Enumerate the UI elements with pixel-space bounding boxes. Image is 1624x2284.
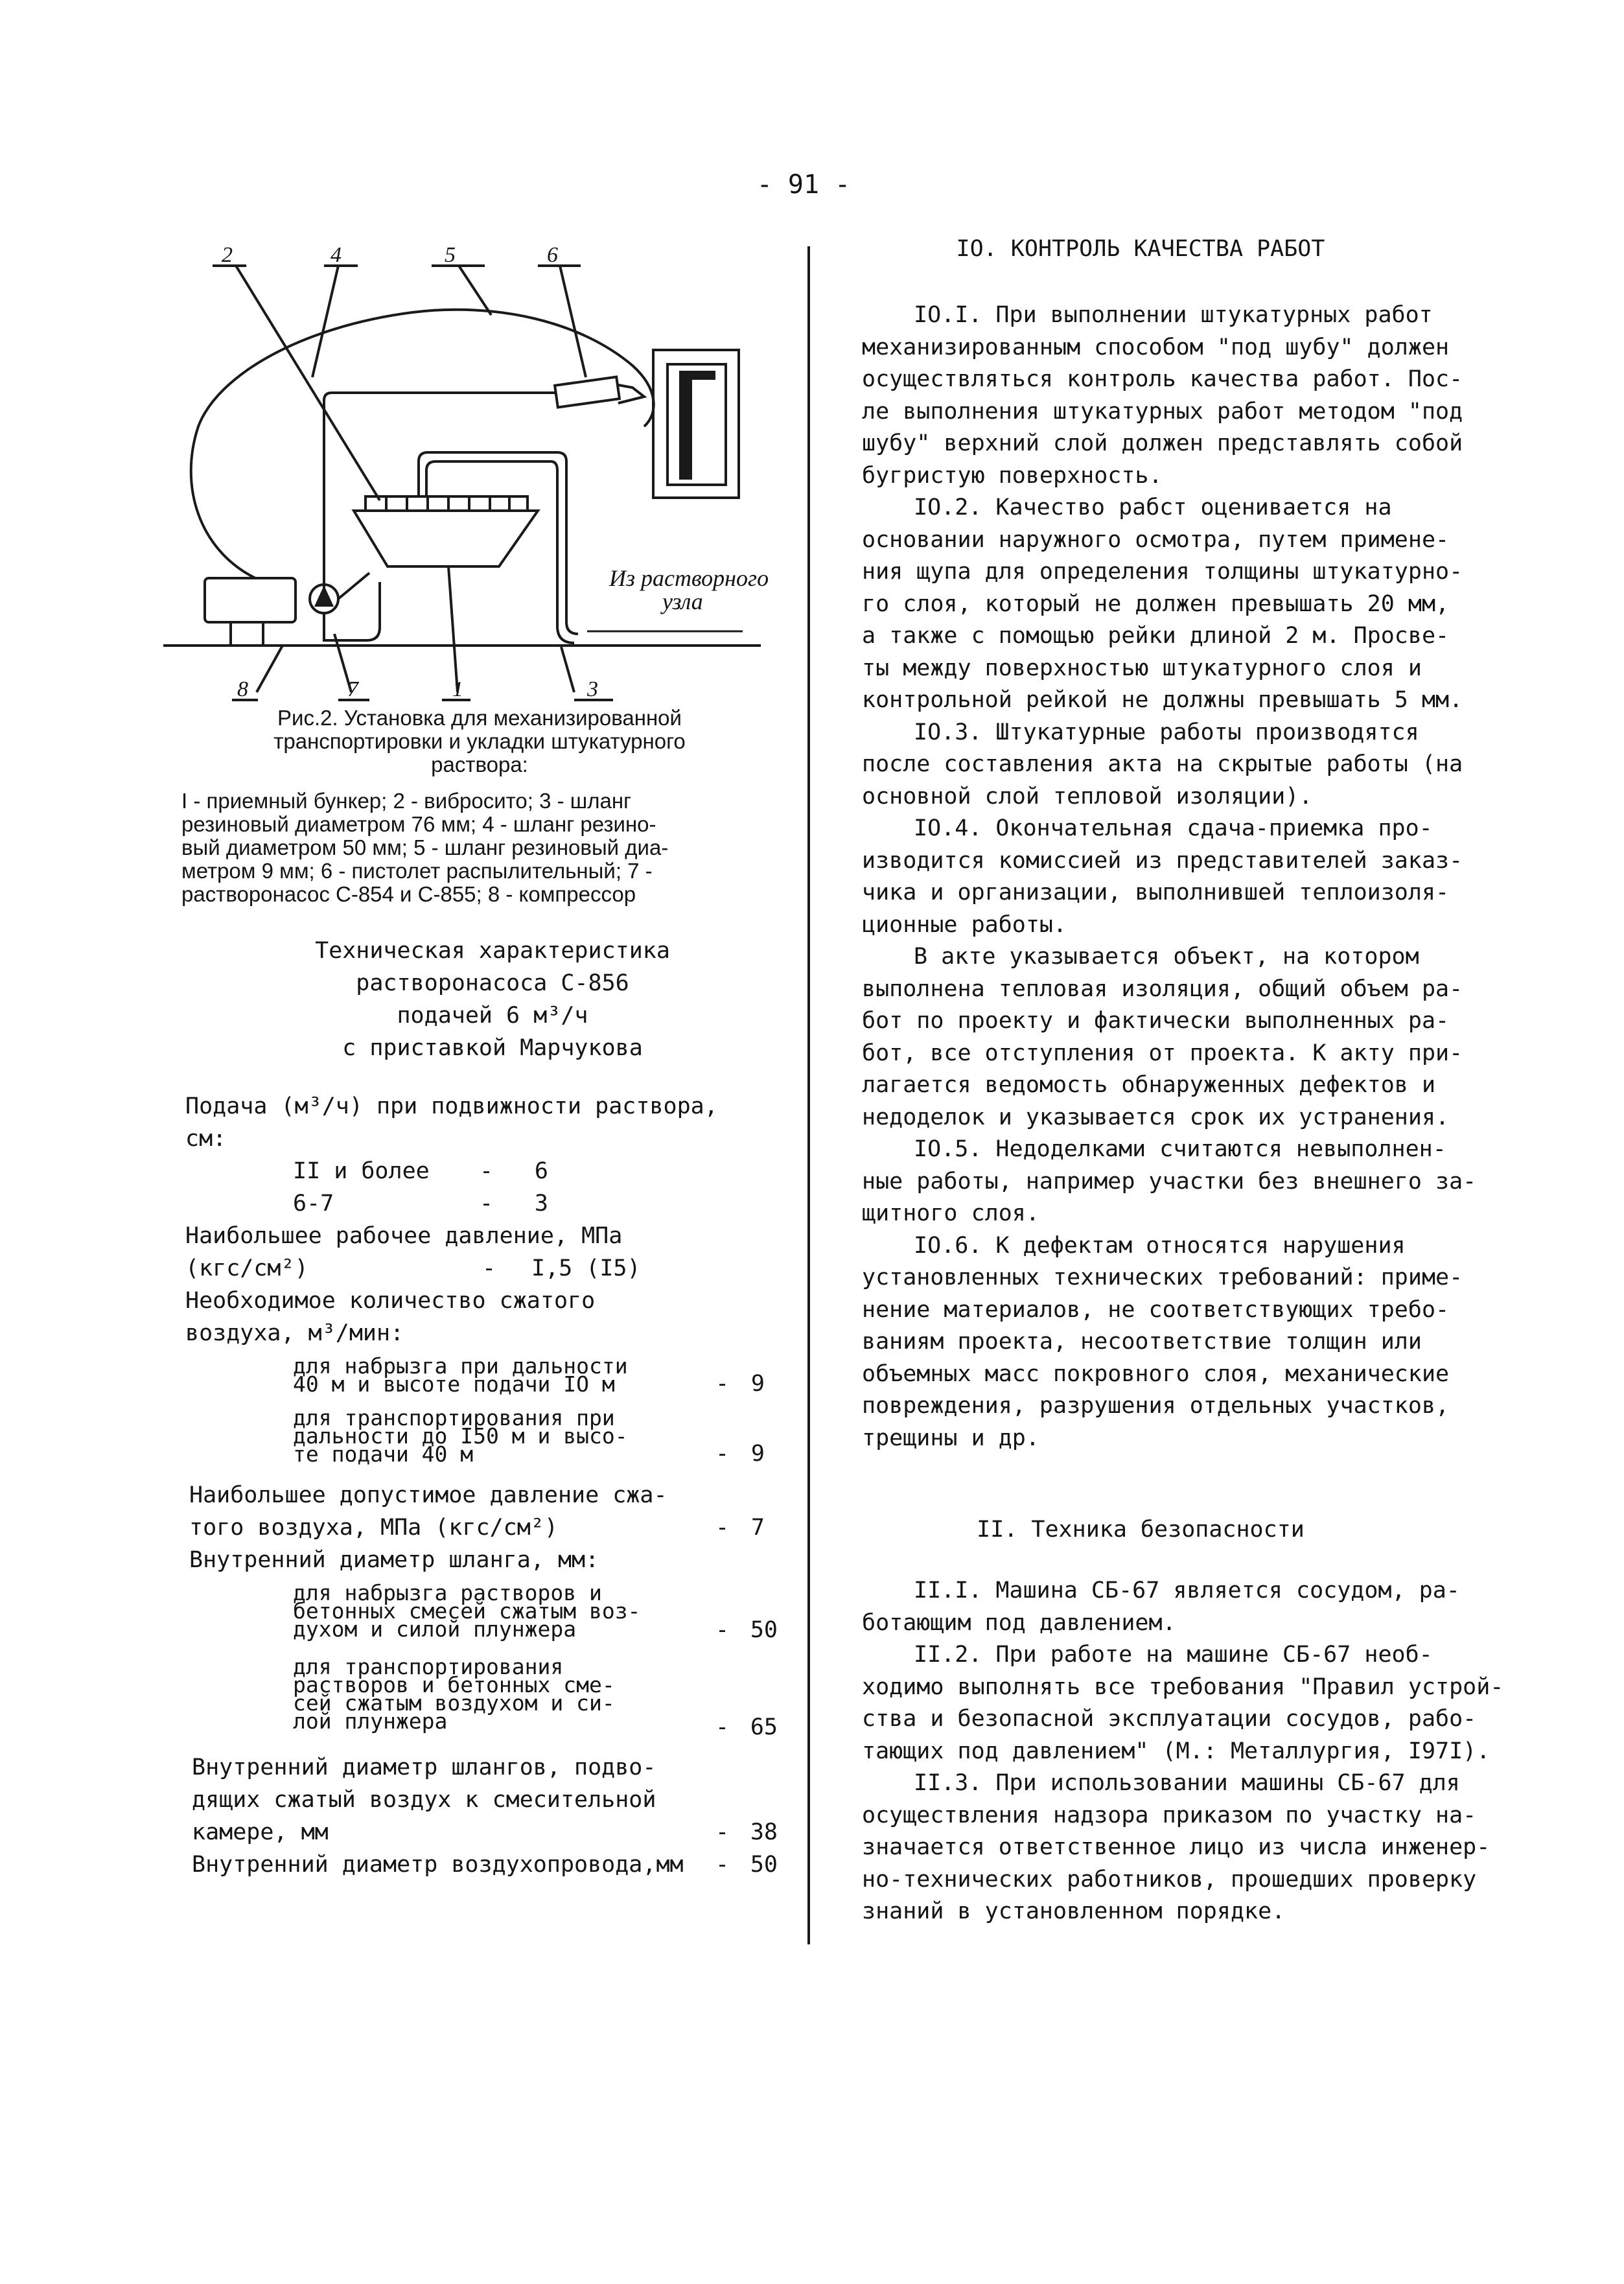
legend-line: растворонасос С-854 и С-855; 8 - компрессор bbox=[181, 882, 636, 906]
text-line: II.2. При работе на машине СБ-67 необ- bbox=[914, 1642, 1433, 1668]
air-row-value: 9 bbox=[750, 1441, 765, 1467]
text-line: бот, все отступления от проекта. К акту при- bbox=[862, 1040, 1463, 1066]
feed-label-cont: см: bbox=[185, 1126, 227, 1152]
air-row-value: 9 bbox=[750, 1371, 765, 1397]
hose-row-dash: - bbox=[715, 1617, 730, 1643]
legend-line: I - приемный бункер; 2 - вибросито; 3 - шланг bbox=[181, 789, 632, 813]
text-line: но-технических работников, прошедших проверку bbox=[862, 1866, 1477, 1893]
legend-line: вый диаметром 50 мм; 5 - шланг резиновый диа- bbox=[181, 835, 669, 859]
text-line: изводится комиссией из представителей заказ- bbox=[862, 847, 1463, 874]
legend-line: метром 9 мм; 6 - пистолет распылительный; 7 - bbox=[181, 859, 653, 883]
feed-row-dash: - bbox=[480, 1191, 494, 1217]
figure-legend bbox=[181, 789, 804, 906]
text-line: IО.2. Качество рабст оценивается на bbox=[914, 495, 1392, 520]
text-line: бугристую поверхность. bbox=[862, 462, 1163, 489]
text-line: выполнена тепловая изоляция, общий объем ра- bbox=[862, 975, 1463, 1002]
hose-row-value: 50 bbox=[750, 1617, 778, 1643]
installation-diagram bbox=[159, 239, 798, 718]
feed-row-value: 3 bbox=[534, 1191, 548, 1217]
text-line: го слоя, который не должен превышать 20 мм, bbox=[862, 590, 1450, 617]
hose-row-line: растворов и бетонных сме- bbox=[293, 1672, 615, 1697]
text-line: осуществления надзора приказом по участку на- bbox=[862, 1802, 1477, 1828]
text-line: II.3. При использовании машины СБ-67 для bbox=[914, 1770, 1460, 1796]
air-label-cont: воздуха, м³/мин: bbox=[185, 1320, 404, 1346]
air-row-line: для набрызга при дальности bbox=[293, 1353, 628, 1379]
air-label: Необходимое количество сжатого bbox=[185, 1288, 596, 1314]
spec-title-line: Техническая характеристика bbox=[315, 938, 670, 964]
callout-6: 6 bbox=[547, 243, 558, 267]
feed-row-label: 6-7 bbox=[293, 1191, 334, 1217]
text-line: IО.6. К дефектам относятся нарушения bbox=[914, 1232, 1406, 1259]
text-line: ния щупа для определения толщины штукатурно- bbox=[862, 559, 1463, 585]
figure-caption bbox=[175, 706, 784, 776]
callout-2: 2 bbox=[222, 243, 233, 267]
heading-section-10: IО. КОНТРОЛЬ КАЧЕСТВА РАБОТ bbox=[956, 236, 1325, 262]
air-hose-dash: - bbox=[715, 1819, 730, 1845]
hose-row-value: 65 bbox=[750, 1714, 778, 1740]
hose-row-line: для набрызга растворов и bbox=[293, 1580, 602, 1605]
hose-row-line: бетонных смесей сжатым воз- bbox=[293, 1598, 641, 1624]
text-line: установленных технических требований: приме- bbox=[862, 1264, 1463, 1290]
text-line: повреждения, разрушения отдельных участков, bbox=[862, 1393, 1450, 1419]
text-line: ле выполнения штукатурных работ методом "под bbox=[862, 398, 1463, 425]
section-11-text bbox=[862, 1575, 1504, 1928]
callout-5: 5 bbox=[445, 243, 456, 267]
max-air-dash: - bbox=[715, 1515, 730, 1541]
callout-3: 3 bbox=[587, 677, 598, 701]
text-line: знаний в установленном порядке. bbox=[862, 1898, 1286, 1924]
page-number: - 91 - bbox=[756, 170, 851, 200]
air-hose-label: дящих сжатый воздух к смесительной bbox=[192, 1787, 656, 1813]
pressure-label: Наибольшее рабочее давление, МПа bbox=[185, 1223, 623, 1249]
text-line: тающих под давлением" (М.: Металлургия, I97I). bbox=[862, 1738, 1491, 1764]
air-row-line: 40 м и высоте подачи IО м bbox=[293, 1371, 615, 1397]
hose-row-line: духом и силой плунжера bbox=[293, 1616, 577, 1642]
text-line: щитного слоя. bbox=[862, 1200, 1039, 1226]
callout-7: 7 bbox=[347, 677, 358, 701]
text-line: ционные работы. bbox=[862, 911, 1067, 938]
air-row-line: дальности до I50 м и высо- bbox=[293, 1423, 628, 1449]
text-line: недоделок и указывается срок их устранения. bbox=[862, 1104, 1450, 1130]
text-line: ботающим под давлением. bbox=[862, 1609, 1176, 1636]
text-line: II.I. Машина СБ-67 является сосудом, ра- bbox=[914, 1578, 1460, 1603]
caption-line: Рис.2. Установка для механизированной bbox=[277, 706, 682, 730]
text-line: ходимо выполнять все требования "Правил устрой- bbox=[862, 1673, 1504, 1700]
text-line: после составления акта на скрытые работы (на bbox=[862, 751, 1463, 777]
feed-row-dash: - bbox=[480, 1158, 494, 1184]
feed-label: Подача (м³/ч) при подвижности раствора, bbox=[185, 1093, 718, 1119]
max-air-value: 7 bbox=[750, 1515, 765, 1541]
hose-row-dash: - bbox=[715, 1714, 730, 1740]
text-line: бот по проекту и фактически выполненных ра- bbox=[862, 1008, 1450, 1034]
text-line: объемных масс покровного слоя, механические bbox=[862, 1360, 1450, 1387]
air-row-line: для транспортирования при bbox=[293, 1405, 615, 1430]
text-line: основной слой тепловой изоляции). bbox=[862, 783, 1313, 810]
text-line: а также с помощью рейки длиной 2 м. Просве- bbox=[862, 623, 1450, 649]
legend-line: резиновый диаметром 76 мм; 4 - шланг резино- bbox=[181, 812, 656, 836]
air-row-line: те подачи 40 м bbox=[293, 1441, 474, 1467]
air-row-dash: - bbox=[715, 1371, 730, 1397]
caption-line: раствора: bbox=[431, 752, 528, 776]
pressure-dash: - bbox=[482, 1255, 496, 1281]
feed-row-label: II и более bbox=[293, 1158, 430, 1184]
source-label-line1: Из растворного bbox=[609, 565, 769, 591]
air-hose-value: 38 bbox=[750, 1819, 778, 1845]
text-line: IО.I. При выполнении штукатурных работ bbox=[914, 302, 1433, 328]
text-line: IО.3. Штукатурные работы производятся bbox=[914, 719, 1419, 745]
spec-title-line: растворонасоса С-856 bbox=[356, 970, 629, 996]
text-line: ваниям проекта, несоответствие толщин или bbox=[862, 1329, 1422, 1355]
hose-row-line: сей сжатым воздухом и си- bbox=[293, 1690, 615, 1716]
text-line: IО.5. Недоделками считаются невыполнен- bbox=[914, 1136, 1446, 1162]
text-line: основании наружного осмотра, путем примене- bbox=[862, 526, 1450, 553]
air-hose-label: Внутренний диаметр шлангов, подво- bbox=[192, 1754, 656, 1780]
source-label-line2: узла bbox=[662, 588, 703, 614]
text-line: ные работы, например участки без внешнего за- bbox=[862, 1168, 1477, 1194]
heading-section-11: II. Техника безопасности bbox=[977, 1517, 1305, 1543]
callout-1: 1 bbox=[452, 677, 463, 701]
hose-label: Внутренний диаметр шланга, мм: bbox=[189, 1547, 599, 1573]
air-row-dash: - bbox=[715, 1441, 730, 1467]
spec-title bbox=[194, 935, 791, 1064]
section-10-text bbox=[862, 299, 1477, 1454]
text-line: нение материалов, не соответствующих требо- bbox=[862, 1296, 1450, 1323]
pipe-label: Внутренний диаметр воздухопровода,мм bbox=[192, 1852, 684, 1878]
air-hose-label: камере, мм bbox=[192, 1819, 329, 1845]
text-line: значается ответственное лицо из числа инженер- bbox=[862, 1834, 1491, 1860]
feed-row-value: 6 bbox=[534, 1158, 548, 1184]
column-divider bbox=[807, 246, 810, 1944]
text-line: лагается ведомость обнаруженных дефектов и bbox=[862, 1072, 1436, 1098]
callout-8: 8 bbox=[237, 677, 248, 701]
text-line: В акте указывается объект, на котором bbox=[914, 944, 1419, 970]
spec-title-line: подачей 6 м³/ч bbox=[397, 1003, 588, 1029]
max-air-label: Наибольшее допустимое давление сжа- bbox=[189, 1482, 667, 1508]
hose-row-line: для транспортирования bbox=[293, 1654, 564, 1679]
hose-row-line: лой плунжера bbox=[293, 1708, 448, 1734]
pipe-dash: - bbox=[715, 1852, 730, 1878]
caption-line: транспортировки и укладки штукатурного bbox=[273, 729, 686, 753]
max-air-label-cont: того воздуха, МПа (кгс/см²) bbox=[189, 1515, 558, 1541]
text-line: ства и безопасной эксплуатации сосудов, рабо- bbox=[862, 1706, 1477, 1732]
text-line: шубу" верхний слой должен представлять собой bbox=[862, 430, 1463, 456]
callout-4: 4 bbox=[331, 243, 342, 267]
pressure-value: I,5 (I5) bbox=[531, 1255, 641, 1281]
text-line: трещины и др. bbox=[862, 1425, 1039, 1451]
text-line: чика и организации, выполнившей теплоизоля- bbox=[862, 880, 1450, 905]
spec-title-line: с приставкой Марчукова bbox=[342, 1035, 643, 1061]
pressure-label-cont: (кгс/см²) bbox=[185, 1255, 308, 1281]
text-line: осуществляться контроль качества работ. Пос- bbox=[862, 366, 1463, 392]
text-line: механизированным способом "под шубу" должен bbox=[862, 334, 1450, 360]
text-line: IО.4. Окончательная сдача-приемка про- bbox=[914, 815, 1433, 841]
pipe-value: 50 bbox=[750, 1852, 778, 1878]
text-line: контрольной рейкой не должны превышать 5 мм. bbox=[862, 687, 1463, 713]
text-line: ты между поверхностью штукатурного слоя и bbox=[862, 655, 1422, 681]
